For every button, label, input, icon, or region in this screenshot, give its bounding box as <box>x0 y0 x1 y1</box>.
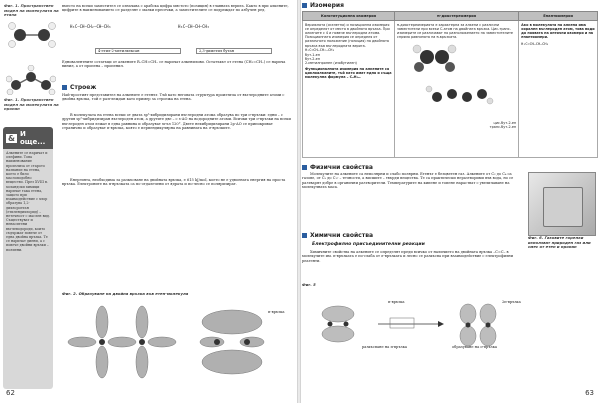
col1-name-2: бут-2-ен <box>305 56 320 61</box>
sidebar-text: Алкените се наричат и олефини. Това наименование произлиза от старото название на етена, което е било маслоподобно вещество. През XVIII в. холандски химици наричат така етена, защото при взаимодействие с хлор образува 1,2-дихлороетан (етилендихлорид) – нетечност с маслен вид. Съществуват и ненаситени въглеводороди, които съдържат повече от една двойна връзка. Те се наричат диени, а с повече двойни връзки – полиени. <box>6 151 50 252</box>
left-page <box>0 0 296 403</box>
page-number-left: 62 <box>6 389 15 397</box>
section-square-icon <box>62 85 67 90</box>
right-page <box>302 0 600 403</box>
col1-formula: H₂C=CH—CH₂—CH₃ <box>305 47 335 52</box>
table-header-constitutional: Конституционна изомерия <box>303 12 395 21</box>
fig2-label: π-връзка <box>268 310 285 314</box>
section-physical: Физични свойства <box>302 164 373 171</box>
fig5-label-3: разкъсване на π-връзка <box>362 345 407 349</box>
para-physical: Молекулите на алкените са неполярни и слабо полярни. Етенът е безцветен газ. Алкените от C₂ до C₄ са газове, от C₅ до C₁₇ – течности, а висшите – твърди вещества. Те са практически неразтворими във вода, но се разтварят добре в органични разтворители. Температурите на кипене и топене нарастват с увеличаване на молекулната маса. <box>302 172 514 190</box>
fig-top-caption: Фиг. 1. Пространствен модел на молекулата на етана <box>4 3 59 18</box>
fig5-label-4: образуване на σ-връзка <box>452 345 497 349</box>
para-stroezh: Най-простият представител на алкените е етенът. Тъй като неговата структура произтича от въглеродните атоми с двойна връзка, той е разглеждан като пример за строежа на етена. <box>62 93 285 102</box>
book-gutter <box>297 0 301 403</box>
table-header-diastereomers: π-диастереомерия <box>395 12 519 21</box>
ethane-model-figure <box>8 20 56 50</box>
gas-burner-photo <box>528 172 596 236</box>
section-square-icon <box>302 165 307 170</box>
subsection-electrophilic: Електрофилно присъединителни реакции <box>312 242 425 247</box>
fig6-caption: Фиг. 6. Газовите горелки използват природен газ или смес от етен и пропан <box>528 235 591 250</box>
table-cell-diastereomers <box>395 21 519 158</box>
table-cell-enantiomers <box>519 21 598 158</box>
para-main: В молекулата на етена всеки от двата sp²-хибридизирани въглеродни атома образува по три σ-връзки: едни – с другия sp²-хибридизиран въглероден атом, а другите две – с s-АО на водородните атоми. Всички три σ-връзки на всеки въглероден атом лежат в една равнина и образуват ъгъл 120°. Двете нехибридизирани 2p-АО се припокриват странично и образуват π-връзка, която е перпендикулярна на равнината на σ-връзките. <box>62 113 291 131</box>
ampersand-icon: & <box>8 133 15 143</box>
section-stroezh: Строеж <box>62 84 96 91</box>
cis-trans-models <box>397 39 507 119</box>
did-you-know-sidebar <box>3 127 53 389</box>
orbital-diagram <box>62 300 292 390</box>
label-a: 4-етил-2-метилхексан <box>95 48 181 54</box>
col1-name-1: бут-1-ен <box>305 52 320 57</box>
reaction-diagram <box>308 292 588 362</box>
formula-a: H₃C—CH—CH₂—CH—CH₃ <box>70 24 111 29</box>
propene-model-figure <box>6 65 56 95</box>
col3-formula: H₂C=CH—CH—CH₃ <box>521 42 549 47</box>
section-square-icon <box>302 3 307 8</box>
para-energy: Енергията, необходима за разкъсване на двойната връзка, е 615 kJ/mol, което не е удвоената енергия на проста връзка. Електроните на π-връзката са по-отдалечени от ядрата и по-лесно се поляризират. <box>62 178 286 187</box>
fig5-label-2: 2π-връзка <box>502 300 521 304</box>
col2-label-trans: транс-бут-2-ен <box>489 124 517 129</box>
col1-func: Функционалната изомерия на алкените са циклоалканите, тъй като имат една и съща молекулна формула – CₙH₂ₙ. <box>305 66 392 80</box>
sidebar-title: И още... <box>19 130 46 146</box>
col3-text: Ако в молекулата на алкена има хирален въглероден атом, това води до появата на оптични изомери и на енантиомери. <box>521 23 595 40</box>
intro-text: вместо на всеки заместител се означава с арабска цифра мястото (позиция) в главната верига. Както в при алкените, цифрите в наименованието се разделят с малки пресечки, а заместителите се подреждат по азбучен ред. <box>62 4 289 13</box>
label-b: 2,3-диметил бутан <box>196 48 272 54</box>
sidebar-header <box>3 127 53 149</box>
col2-label-cis: цис-бут-2-ен <box>493 120 517 125</box>
isomers-table <box>302 11 598 158</box>
para-radicals: Едновалентните остатъци от алкените R–CH=CH– се наричат алкенилови. Остатъкът от етена (CH₂=CH–) се нарича винил, а от пропена – пропенил. <box>62 60 286 69</box>
page-number-right: 63 <box>585 389 594 397</box>
col1-text: Верижната (скелетна) и позиционна изомерия се определят от места в двойната връзка. При алкените с 4 и повече въглеродни атома. Позиционната изомерия се определя от различното положение (позиция) на двойната връзка във въглеродната верига. <box>305 23 390 48</box>
fig5-label-1: π-връзка <box>388 300 405 304</box>
fig2-caption: Фиг. 2. Образуване на двойна връзка във етен-молекула <box>62 291 189 296</box>
col2-text: π-диастереомерията е характерна за алкени с различни заместители при всеки C-атом на двойната връзка. Цис-транс-изомерите се различават по разположението на заместителите спрямо равнината на π-връзката. <box>397 23 514 40</box>
formula-b: H₃C—CH—CH—CH₃ <box>178 24 210 29</box>
col1-name-3: 2-метилпропен (изобутилен) <box>305 60 357 65</box>
fig-mid-caption: Фиг. 1. Пространствен модел на молекулата на пропан <box>4 97 59 112</box>
section-chemical: Химични свойства <box>302 232 373 239</box>
table-header-enantiomers: Енантиомерия <box>519 12 598 21</box>
section-isomers: Изомерия <box>302 2 344 9</box>
para-chemical: Химичните свойства на алкените се определят преди всичко от наличието на двойната връзка –C=C– в молекулите им. π-връзката е по-слаба от σ-връзката и лесно се разкъсва при взаимодействие с електрофилни реагенти. <box>302 250 514 263</box>
fig5-caption: Фиг. 5 <box>302 282 316 287</box>
burner-body <box>543 187 583 227</box>
section-square-icon <box>302 233 307 238</box>
table-cell-constitutional <box>303 21 395 158</box>
